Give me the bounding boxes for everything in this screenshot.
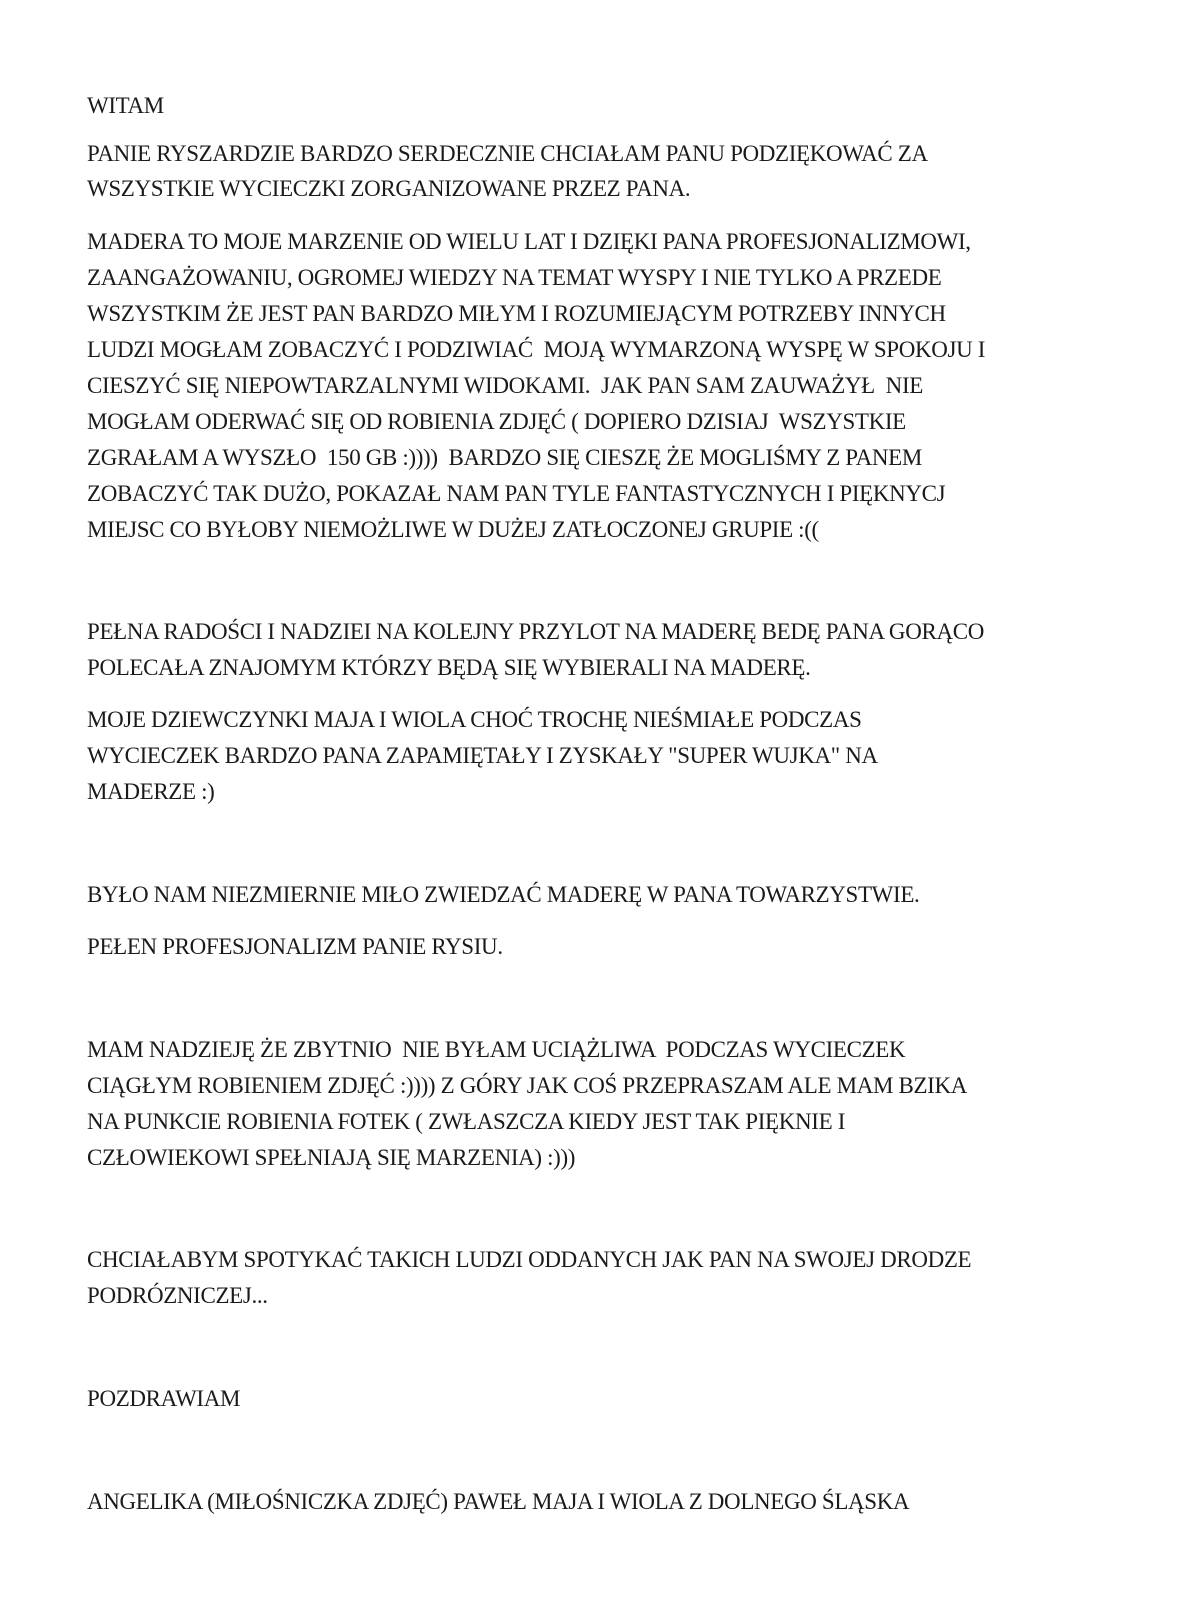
paragraph-photos-line: NA PUNKCIE ROBIENIA FOTEK ( ZWŁASZCZA KIEDY JEST TAK PIĘKNIE I — [87, 1109, 845, 1134]
paragraph-madeira-line: MIEJSC CO BYŁOBY NIEMOŻLIWE W DUŻEJ ZATŁOCZONEJ GRUPIE :(( — [87, 517, 819, 542]
paragraph-madeira-line: ZOBACZYĆ TAK DUŻO, POKAZAŁ NAM PAN TYLE FANTASTYCZNYCH I PIĘKNYCJ — [87, 481, 946, 506]
paragraph-madeira-line: MOGŁAM ODERWAĆ SIĘ OD ROBIENIA ZDJĘĆ ( DOPIERO DZISIAJ WSZYSTKIE — [87, 409, 906, 434]
paragraph-madeira-line: WSZYSTKIM ŻE JEST PAN BARDZO MIŁYM I ROZUMIEJĄCYM POTRZEBY INNYCH — [87, 301, 946, 326]
paragraph-madeira-line: MADERA TO MOJE MARZENIE OD WIELU LAT I DZIĘKI PANA PROFESJONALIZMOWI, — [87, 229, 971, 254]
closing: POZDRAWIAM — [87, 1386, 241, 1411]
paragraph-madeira-line: LUDZI MOGŁAM ZOBACZYĆ I PODZIWIAĆ MOJĄ WYMARZONĄ WYSPĘ W SPOKOJU I — [87, 337, 986, 362]
paragraph-girls-line: MOJE DZIEWCZYNKI MAJA I WIOLA CHOĆ TROCHĘ NIEŚMIAŁE PODCZAS — [87, 707, 862, 732]
paragraph-thanks-line: WSZYSTKIE WYCIECZKI ZORGANIZOWANE PRZEZ PANA. — [87, 176, 691, 201]
paragraph-thanks-line: PANIE RYSZARDZIE BARDZO SERDECZNIE CHCIAŁAM PANU PODZIĘKOWAĆ ZA — [87, 141, 928, 166]
paragraph-recommend-line: PEŁNA RADOŚCI I NADZIEI NA KOLEJNY PRZYLOT NA MADERĘ BEDĘ PANA GORĄCO — [87, 619, 984, 644]
paragraph-madeira-line: CIESZYĆ SIĘ NIEPOWTARZALNYMI WIDOKAMI. JAK PAN SAM ZAUWAŻYŁ NIE — [87, 373, 923, 398]
paragraph-photos-line: MAM NADZIEJĘ ŻE ZBYTNIO NIE BYŁAM UCIĄŻLIWA PODCZAS WYCIECZEK — [87, 1037, 906, 1062]
greeting: WITAM — [87, 93, 164, 118]
paragraph-girls-line: WYCIECZEK BARDZO PANA ZAPAMIĘTAŁY I ZYSKAŁY "SUPER WUJKA" NA — [87, 743, 878, 768]
paragraph-girls-line: MADERZE :) — [87, 779, 215, 804]
signature: ANGELIKA (MIŁOŚNICZKA ZDJĘĆ) PAWEŁ MAJA I WIOLA Z DOLNEGO ŚLĄSKA — [87, 1489, 910, 1514]
paragraph-photos-line: CIĄGŁYM ROBIENIEM ZDJĘĆ :)))) Z GÓRY JAK COŚ PRZEPRASZAM ALE MAM BZIKA — [87, 1073, 967, 1098]
paragraph-wish-line: PODRÓZNICZEJ... — [87, 1283, 268, 1308]
paragraph-wish-line: CHCIAŁABYM SPOTYKAĆ TAKICH LUDZI ODDANYCH JAK PAN NA SWOJEJ DRODZE — [87, 1247, 972, 1272]
paragraph-pleasure: BYŁO NAM NIEZMIERNIE MIŁO ZWIEDZAĆ MADERĘ W PANA TOWARZYSTWIE. — [87, 882, 920, 907]
paragraph-madeira-line: ZGRAŁAM A WYSZŁO 150 GB :)))) BARDZO SIĘ CIESZĘ ŻE MOGLIŚMY Z PANEM — [87, 445, 922, 470]
paragraph-madeira-line: ZAANGAŻOWANIU, OGROMEJ WIEDZY NA TEMAT WYSPY I NIE TYLKO A PRZEDE — [87, 265, 942, 290]
paragraph-photos-line: CZŁOWIEKOWI SPEŁNIAJĄ SIĘ MARZENIA) :))) — [87, 1145, 576, 1170]
paragraph-recommend-line: POLECAŁA ZNAJOMYM KTÓRZY BĘDĄ SIĘ WYBIERALI NA MADERĘ. — [87, 655, 811, 680]
paragraph-professionalism: PEŁEN PROFESJONALIZM PANIE RYSIU. — [87, 934, 503, 959]
